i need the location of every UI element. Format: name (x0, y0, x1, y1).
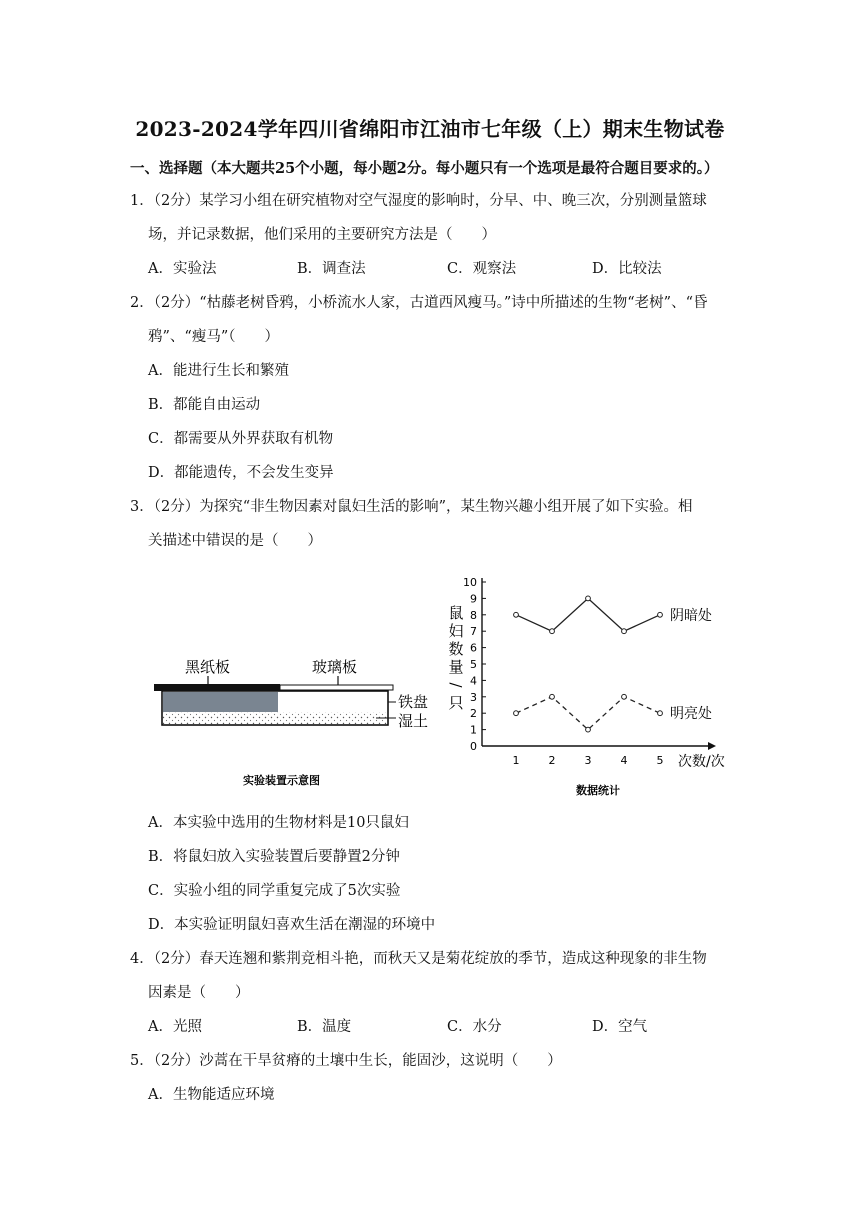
x-tick-label: 2 (548, 754, 556, 767)
label-moist-soil: 湿土 (398, 712, 429, 730)
q1-option-c: C．观察法 (447, 261, 517, 277)
y-axis-label-char: 鼠 (448, 604, 464, 622)
section-heading: 一、选择题（本大题共25个小题，每小题2分。每小题只有一个选项是最符合题目要求的。） (130, 160, 719, 177)
q2-stem-line1: 2．（2分）“枯藤老树昏鸦，小桥流水人家，古道西风瘦马。”诗中所描述的生物“老树”、“昏 (130, 295, 708, 311)
x-tick-label: 1 (512, 754, 520, 767)
y-axis-label-char: 妇 (448, 622, 464, 640)
y-tick-label: 10 (463, 576, 477, 589)
series-0-point (658, 612, 663, 617)
y-tick-label: 1 (470, 723, 477, 737)
series-1-point (586, 727, 591, 732)
moist-soil (163, 712, 387, 724)
y-axis-label-char: 量 (448, 658, 464, 676)
q1-stem-line2: 场，并记录数据，他们采用的主要研究方法是（ ） (148, 227, 496, 243)
q2-option-d: D．都能遗传，不会发生变异 (148, 465, 334, 481)
q4-option-c: C．水分 (447, 1019, 502, 1035)
q3-stem-line2: 关描述中错误的是（ ） (148, 533, 322, 549)
y-axis-label-char: 只 (448, 694, 464, 712)
x-tick-label: 4 (620, 754, 628, 767)
series-1-point (514, 711, 519, 716)
y-tick-label: 7 (470, 625, 477, 639)
label-black-cardboard: 黑纸板 (185, 658, 231, 676)
q1-option-d: D．比较法 (592, 261, 662, 277)
series-line-0 (516, 598, 660, 631)
q4-option-a: A．光照 (148, 1019, 202, 1035)
q3-option-b: B．将鼠妇放入实验装置后要静置2分钟 (148, 849, 400, 865)
dark-region (163, 692, 278, 712)
series-0-label: 阴暗处 (670, 607, 712, 624)
data-chart (440, 570, 740, 800)
series-0-point (550, 629, 555, 634)
q2-stem-line2: 鸦”、“瘦马”（ ） (148, 329, 279, 345)
series-line-1 (516, 697, 660, 730)
q2-option-c: C．都需要从外界获取有机物 (148, 431, 334, 447)
black-cardboard (154, 684, 280, 691)
q3-stem-line1: 3．（2分）为探究“非生物因素对鼠妇生活的影响”，某生物兴趣小组开展了如下实验。相 (130, 499, 693, 515)
q1-option-a: A．实验法 (148, 261, 217, 277)
series-1-label: 明亮处 (670, 706, 712, 723)
q3-option-c: C．实验小组的同学重复完成了5次实验 (148, 883, 401, 899)
q3-option-d: D．本实验证明鼠妇喜欢生活在潮湿的环境中 (148, 917, 436, 933)
x-axis-label: 次数/次 (678, 754, 725, 770)
x-tick-label: 3 (584, 754, 592, 767)
page-title: 2023-2024学年四川省绵阳市江油市七年级（上）期末生物试卷 (135, 117, 725, 141)
label-glass-plate: 玻璃板 (312, 658, 358, 676)
chart-caption: 数据统计 (576, 784, 620, 797)
series-1-point (658, 711, 663, 716)
q5-option-a: A．生物能适应环境 (148, 1087, 275, 1103)
label-iron-tray: 铁盘 (398, 693, 429, 711)
y-tick-label: 6 (470, 641, 477, 655)
apparatus-caption: 实验装置示意图 (243, 774, 320, 787)
q4-option-b: B．温度 (297, 1019, 352, 1035)
series-0-point (514, 612, 519, 617)
q2-option-b: B．都能自由运动 (148, 397, 261, 413)
y-axis-label-char: / (447, 682, 465, 688)
y-tick-label: 8 (470, 608, 477, 622)
y-tick-label: 5 (470, 658, 477, 671)
q3-option-a: A．本实验中选用的生物材料是10只鼠妇 (148, 815, 409, 831)
x-tick-label: 5 (656, 754, 664, 767)
q1-stem-line1: 1．（2分）某学习小组在研究植物对空气湿度的影响时，分早、中、晚三次，分别测量篮球 (130, 193, 707, 209)
q1-option-b: B．调查法 (297, 261, 366, 277)
series-0-point (586, 596, 591, 601)
series-1-point (622, 694, 627, 699)
y-axis-label-char: 数 (448, 640, 464, 658)
q2-option-a: A．能进行生长和繁殖 (148, 363, 289, 379)
q4-stem-line2: 因素是（ ） (148, 985, 250, 1001)
y-tick-label: 4 (470, 674, 477, 688)
y-tick-label: 2 (470, 707, 477, 721)
q4-option-d: D．空气 (592, 1019, 648, 1035)
y-tick-label: 0 (470, 740, 477, 753)
series-1-point (550, 694, 555, 699)
x-axis-arrow (708, 742, 716, 750)
q4-stem-line1: 4．（2分）春天连翘和紫荆竞相斗艳，而秋天又是菊花绽放的季节，造成这种现象的非生物 (130, 951, 707, 967)
q5-stem-line1: 5．（2分）沙蒿在干旱贫瘠的土壤中生长，能固沙，这说明（ ） (130, 1053, 562, 1069)
y-tick-label: 3 (470, 690, 477, 704)
apparatus-diagram (150, 650, 440, 800)
glass-plate (280, 685, 393, 690)
y-tick-label: 9 (470, 592, 477, 606)
series-0-point (622, 629, 627, 634)
